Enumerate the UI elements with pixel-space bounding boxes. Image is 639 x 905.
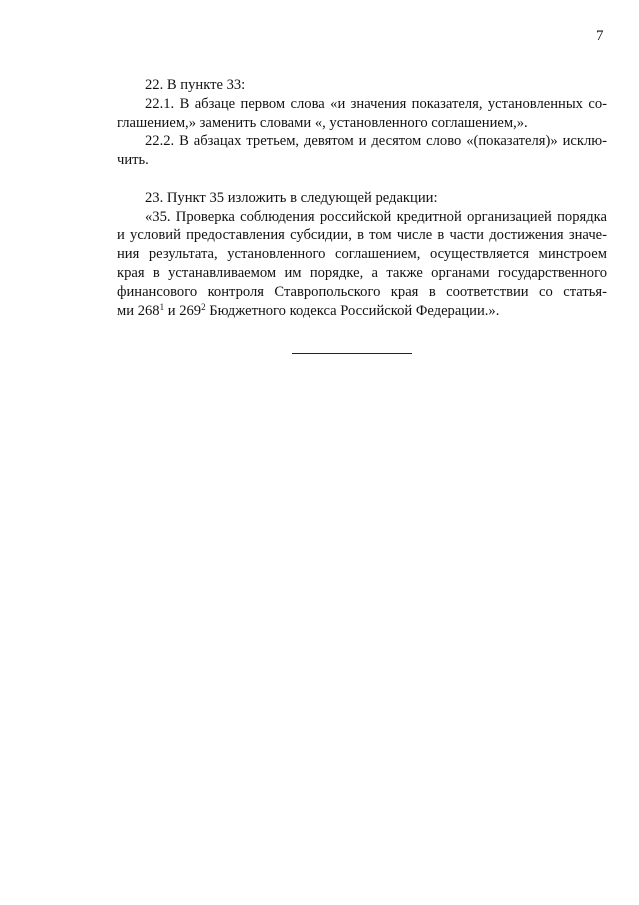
item-22-2-line-1: 22.2. В абзацах третьем, девятом и десятом слово «(показателя)» исклю- xyxy=(145,133,607,150)
item-23-line-3: ния результата, установленного соглашением, осуществляется минстроем xyxy=(117,246,607,263)
item-23-line-2: и условий предоставления субсидии, в том числе в части достижения значе- xyxy=(117,227,607,244)
article-ref-268: ми 268 xyxy=(117,302,160,319)
document-body xyxy=(117,76,607,320)
item-23-heading xyxy=(117,189,607,208)
item-23-line-4: края в устанавливаемом им порядке, а также органами государственного xyxy=(117,264,607,281)
superscript-1: 1 xyxy=(159,301,165,312)
quote-ending: Бюджетного кодекса Российской Федерации.». xyxy=(205,302,500,319)
item-23-line-1: «35. Проверка соблюдения российской кредитной организацией порядка xyxy=(145,208,607,225)
item-23-heading-text: 23. Пункт 35 изложить в следующей редакции: xyxy=(145,189,438,206)
item-22-1-line-2: глашением,» заменить словами «, установленного соглашением,». xyxy=(117,114,528,131)
article-ref-269: и 269 xyxy=(164,302,202,319)
superscript-2: 2 xyxy=(201,301,206,312)
item-22-1-paragraph xyxy=(117,95,607,133)
closing-horizontal-rule xyxy=(292,353,412,354)
item-22-2-paragraph xyxy=(117,132,607,170)
item-23-line-6 xyxy=(117,302,607,321)
item-23-quote-paragraph xyxy=(117,208,607,321)
page-number: 7 xyxy=(596,28,604,44)
item-22-1-line-1: 22.1. В абзаце первом слова «и значения показателя, установленных со- xyxy=(145,95,607,112)
item-22-heading-text: 22. В пункте 33: xyxy=(145,77,246,93)
item-23-line-5: финансового контроля Ставропольского края в соответствии со статья- xyxy=(117,283,607,300)
item-22-2-line-2: чить. xyxy=(117,152,149,169)
item-22-heading xyxy=(117,76,607,95)
